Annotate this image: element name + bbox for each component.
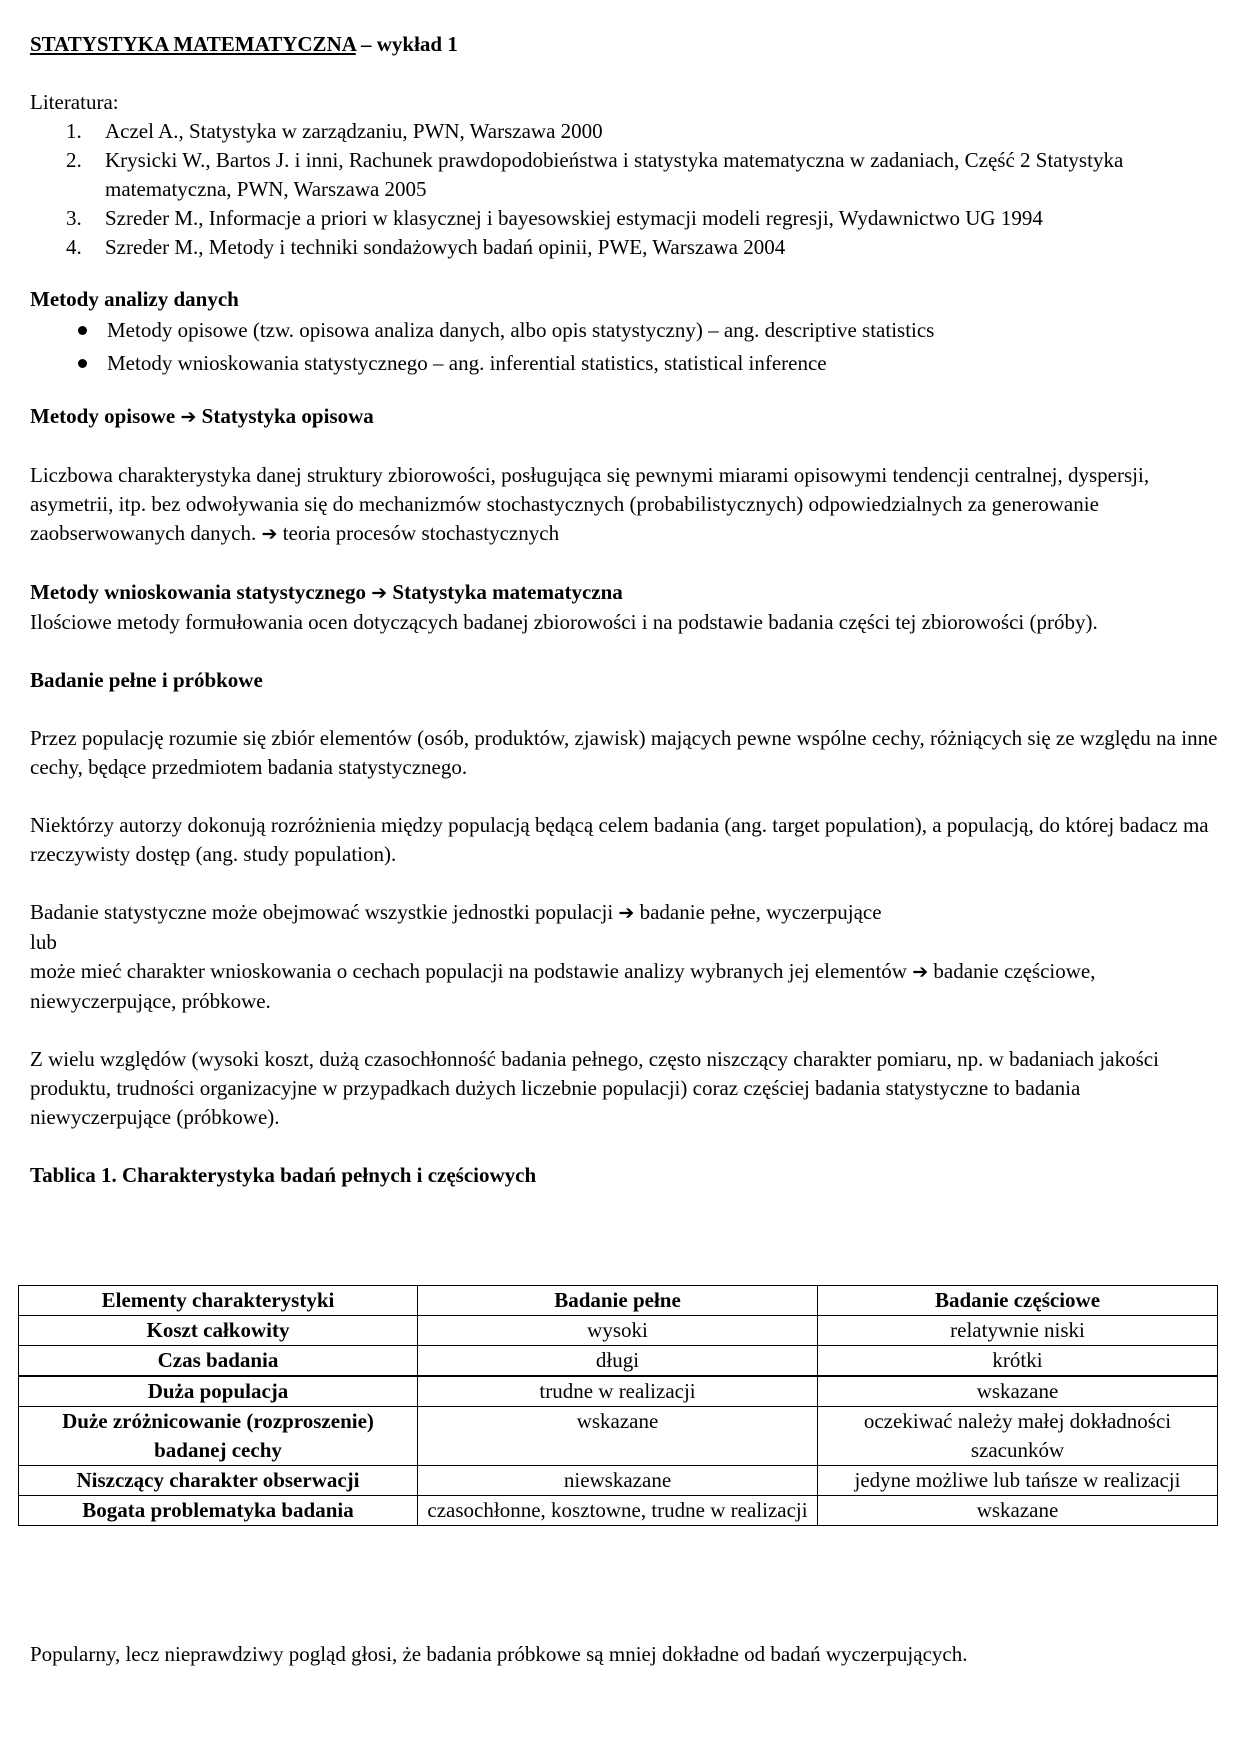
arrow-right-icon: ➔ — [618, 902, 635, 924]
document-title — [30, 30, 1220, 59]
table-header-row — [19, 1286, 1218, 1316]
descriptive-heading: Metody opisowe ➔ Statystyka opisowa — [30, 404, 374, 428]
sample-survey-line: może mieć charakter wnioskowania o cechach populacji na podstawie analizy wybranych jej elementów ➔ badanie częściowe, niewyczerpujące, próbkowe. — [30, 959, 1096, 1013]
table-cell: wskazane — [818, 1376, 1218, 1407]
table-cell: wskazane — [818, 1496, 1218, 1526]
arrow-right-icon: ➔ — [261, 523, 278, 545]
methods-list — [30, 314, 1220, 380]
table-cell: wysoki — [418, 1316, 818, 1346]
inferential-paragraph: Ilościowe metody formułowania ocen dotyczących badanej zbiorowości i na podstawie badania części tej zbiorowości (próby). — [30, 610, 1098, 634]
table-cell: krótki — [818, 1346, 1218, 1377]
table-header-cell: Elementy charakterystyki — [19, 1286, 418, 1316]
title-suffix: – wykład 1 — [355, 32, 458, 56]
table-header-cell: Badanie częściowe — [818, 1286, 1218, 1316]
table-row — [19, 1407, 1218, 1466]
bullet-icon — [78, 359, 87, 368]
arrow-right-icon: ➔ — [371, 582, 388, 604]
inferential-heading: Metody wnioskowania statystycznego ➔ Statystyka matematyczna — [30, 580, 623, 604]
row-label: Czas badania — [19, 1346, 418, 1377]
title-main: STATYSTYKA MATEMATYCZNA — [30, 32, 356, 56]
table-cell: wskazane — [418, 1407, 818, 1466]
comparison-table — [18, 1285, 1218, 1526]
table-row — [19, 1376, 1218, 1407]
table-header-cell: Badanie pełne — [418, 1286, 818, 1316]
target-population-paragraph: Niektórzy autorzy dokonują rozróżnienia między populacją będącą celem badania (ang. target population), a populacją, do której badacz ma rzeczywisty dostęp (ang. study population). — [30, 813, 1209, 866]
table-cell: trudne w realizacji — [418, 1376, 818, 1407]
table-cell: czasochłonne, kosztowne, trudne w realizacji — [418, 1496, 818, 1526]
reasons-paragraph: Z wielu względów (wysoki koszt, dużą czasochłonność badania pełnego, często niszczący charakter pomiaru, np. w badaniach jakości produktu, trudności organizacyjne w przypadkach dużych liczebnie populacji) coraz częściej badania statystyczne to badania niewyczerpujące (próbkowe). — [30, 1047, 1159, 1129]
row-label: Niszczący charakter obserwacji — [19, 1466, 418, 1496]
literature-heading: Literatura: — [30, 90, 119, 114]
literature-item: 4. Szreder M., Metody i techniki sondażowych badań opinii, PWE, Warszawa 2004 — [66, 235, 786, 259]
literature-list — [30, 117, 1220, 262]
bullet-icon — [78, 326, 87, 335]
table-cell: długi — [418, 1346, 818, 1377]
methods-bullet: Metody opisowe (tzw. opisowa analiza danych, albo opis statystyczny) – ang. descriptive statistics — [30, 314, 1220, 347]
full-survey-line: Badanie statystyczne może obejmować wszystkie jednostki populacji ➔ badanie pełne, wyczerpujące — [30, 900, 882, 924]
or-line: lub — [30, 930, 57, 954]
table-cell: niewskazane — [418, 1466, 818, 1496]
row-label: Koszt całkowity — [19, 1316, 418, 1346]
document-page — [30, 30, 1220, 1666]
table-caption: Tablica 1. Charakterystyka badań pełnych i częściowych — [30, 1163, 537, 1187]
arrow-right-icon: ➔ — [912, 961, 929, 983]
table-row — [19, 1316, 1218, 1346]
table-row — [19, 1496, 1218, 1526]
literature-item: 1. Aczel A., Statystyka w zarządzaniu, PWN, Warszawa 2000 — [66, 119, 603, 143]
table-cell: relatywnie niski — [818, 1316, 1218, 1346]
closing-paragraph: Popularny, lecz nieprawdziwy pogląd głosi, że badania próbkowe są mniej dokładne od badań wyczerpujących. — [30, 1642, 968, 1666]
population-paragraph: Przez populację rozumie się zbiór elementów (osób, produktów, zjawisk) mających pewne wspólne cechy, różniących się ze względu na inne cechy, będące przedmiotem badania statystycznego. — [30, 726, 1218, 779]
table-cell: jedyne możliwe lub tańsze w realizacji — [818, 1466, 1218, 1496]
row-label: Duże zróżnicowanie (rozproszenie) badanej cechy — [19, 1407, 418, 1466]
row-label: Duża populacja — [19, 1376, 418, 1407]
table-row — [19, 1466, 1218, 1496]
literature-item: 3. Szreder M., Informacje a priori w klasycznej i bayesowskiej estymacji modeli regresji, Wydawnictwo UG 1994 — [66, 206, 1043, 230]
survey-heading: Badanie pełne i próbkowe — [30, 668, 263, 692]
arrow-right-icon: ➔ — [180, 406, 197, 428]
methods-bullet: Metody wnioskowania statystycznego – ang. inferential statistics, statistical inference — [30, 347, 1220, 380]
table-row — [19, 1346, 1218, 1377]
row-label: Bogata problematyka badania — [19, 1496, 418, 1526]
methods-heading: Metody analizy danych — [30, 287, 239, 311]
table-cell: oczekiwać należy małej dokładności szacunków — [818, 1407, 1218, 1466]
descriptive-paragraph: Liczbowa charakterystyka danej struktury zbiorowości, posługująca się pewnymi miarami opisowymi tendencji centralnej, dyspersji, asymetrii, itp. bez odwoływania się do mechanizmów stochastycznych (probabilistycznych) odpowiedzialnych za generowanie zaobserwowanych danych. ➔ teoria procesów stochastycznych — [30, 463, 1150, 545]
literature-item: 2. Krysicki W., Bartos J. i inni, Rachunek prawdopodobieństwa i statystyka matematyczna w zadaniach, Część 2 Statystyka matematyczna, PWN, Warszawa 2005 — [66, 148, 1124, 201]
